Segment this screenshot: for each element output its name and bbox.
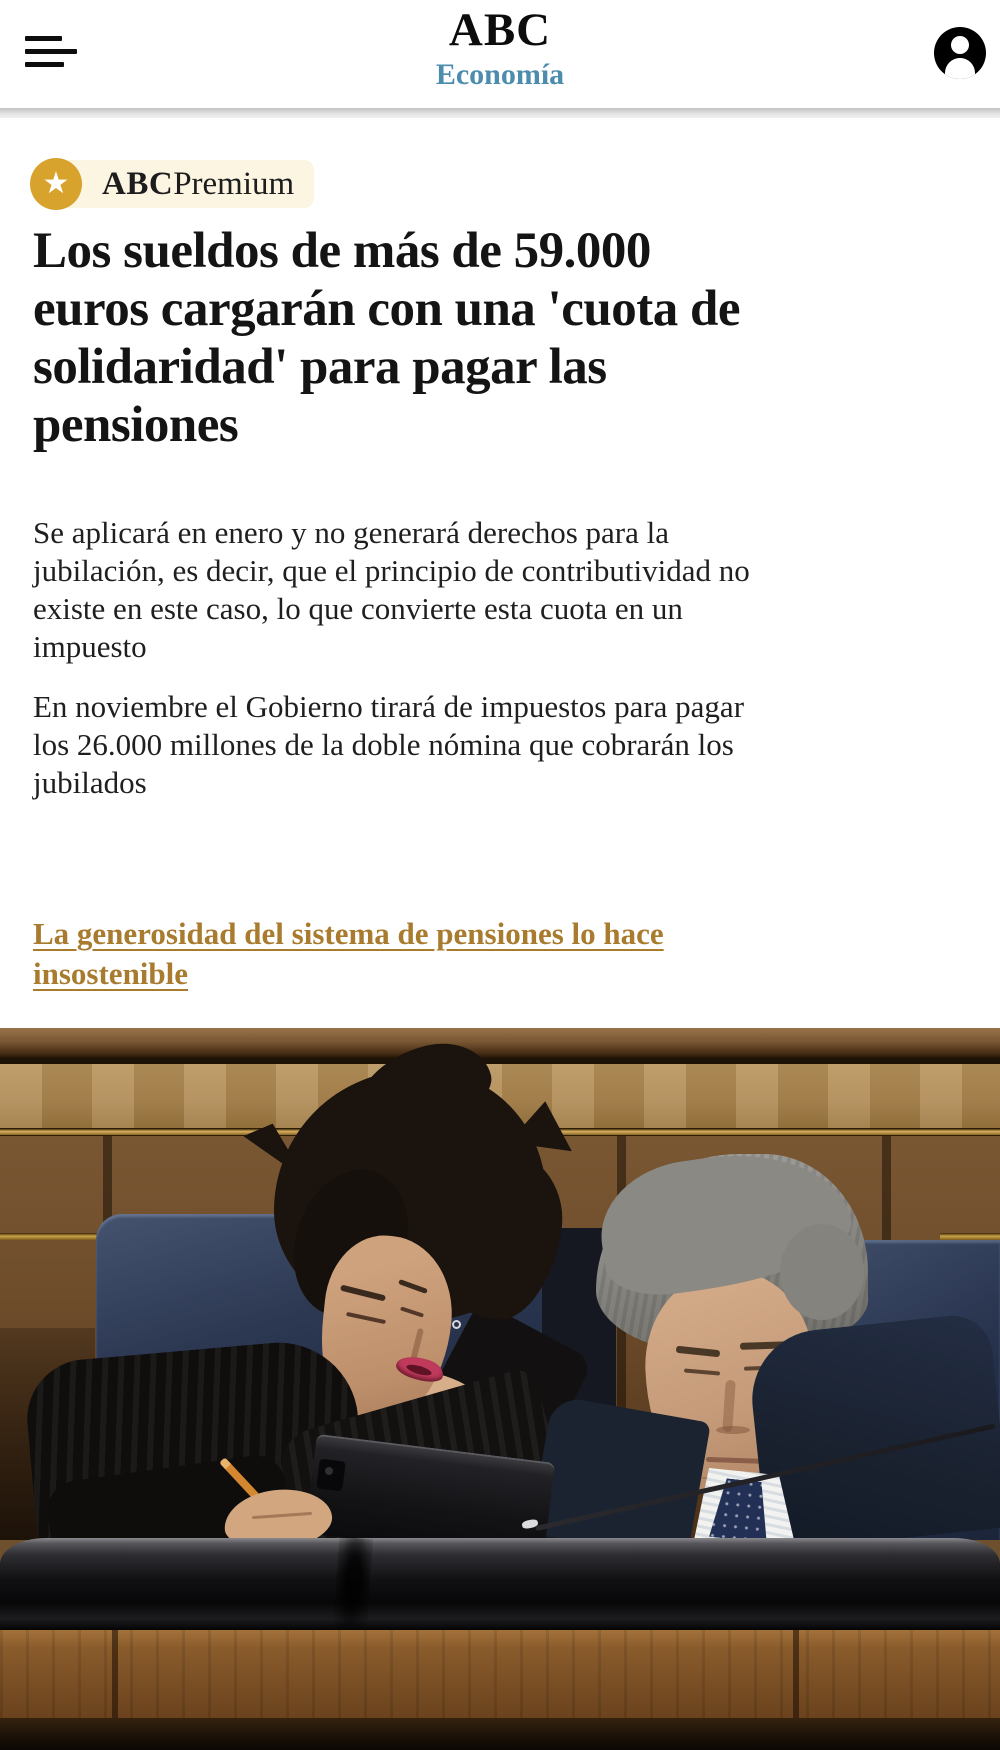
related-link-line[interactable]: insostenible [33, 956, 189, 991]
tablet-camera [316, 1459, 345, 1492]
man-suit [529, 1395, 711, 1561]
star-icon: ★ [42, 166, 70, 201]
headline-line: Los sueldos de más de 59.000 [33, 223, 651, 279]
related-article-link[interactable] [33, 914, 967, 994]
brand-logo[interactable]: ABC [448, 4, 552, 56]
standfirst-line: En noviembre el Gobierno tirará de impuestos para pagar [33, 689, 745, 724]
premium-star-badge [30, 158, 82, 210]
man-nose [716, 1426, 750, 1434]
header-divider [0, 108, 1000, 118]
premium-brand-label: ABC [102, 165, 174, 202]
photo-brass-trim [940, 1233, 1000, 1240]
related-link-line[interactable]: La generosidad del sistema de pensiones lo hace [33, 916, 664, 951]
photo-bottom-shadow [0, 1718, 1000, 1750]
desk-panel-gap [112, 1630, 118, 1718]
headline-line: euros cargarán con una 'cuota de [33, 281, 740, 337]
standfirst-paragraph [33, 514, 967, 666]
standfirst-line: los 26.000 millones de la doble nómina que cobrarán los [33, 727, 734, 762]
section-title[interactable]: Economía [435, 58, 565, 91]
user-icon [945, 58, 975, 79]
premium-pill [56, 160, 314, 208]
photo-wood-rail [0, 1028, 1000, 1058]
article-photo [0, 1028, 1000, 1750]
article-headline [33, 222, 967, 454]
user-icon [951, 36, 969, 54]
standfirst-line: Se aplicará en enero y no generará derechos para la [33, 515, 669, 550]
woman-earring [452, 1320, 461, 1329]
headline-line: pensiones [33, 397, 239, 453]
standfirst-line: impuesto [33, 629, 147, 664]
premium-badge [30, 160, 314, 208]
tablet-camera-lens [325, 1467, 333, 1475]
standfirst-paragraph [33, 688, 967, 802]
desk-wood-front [0, 1630, 1000, 1718]
man-hair [780, 1224, 864, 1320]
account-button[interactable] [934, 27, 986, 79]
brand-block [0, 0, 1000, 92]
standfirst-line: jubilados [33, 765, 147, 800]
headline-line: solidaridad' para pagar las [33, 339, 607, 395]
bench-rail-seam [333, 1537, 373, 1631]
header [0, 0, 1000, 108]
desk-panel-gap [793, 1630, 799, 1718]
premium-suffix-label: Premium [173, 165, 295, 202]
standfirst-line: existe en este caso, lo que convierte esta cuota en un [33, 591, 683, 626]
standfirst-line: jubilación, es decir, que el principio de contributividad no [33, 553, 750, 588]
bench-rail [0, 1538, 1000, 1630]
